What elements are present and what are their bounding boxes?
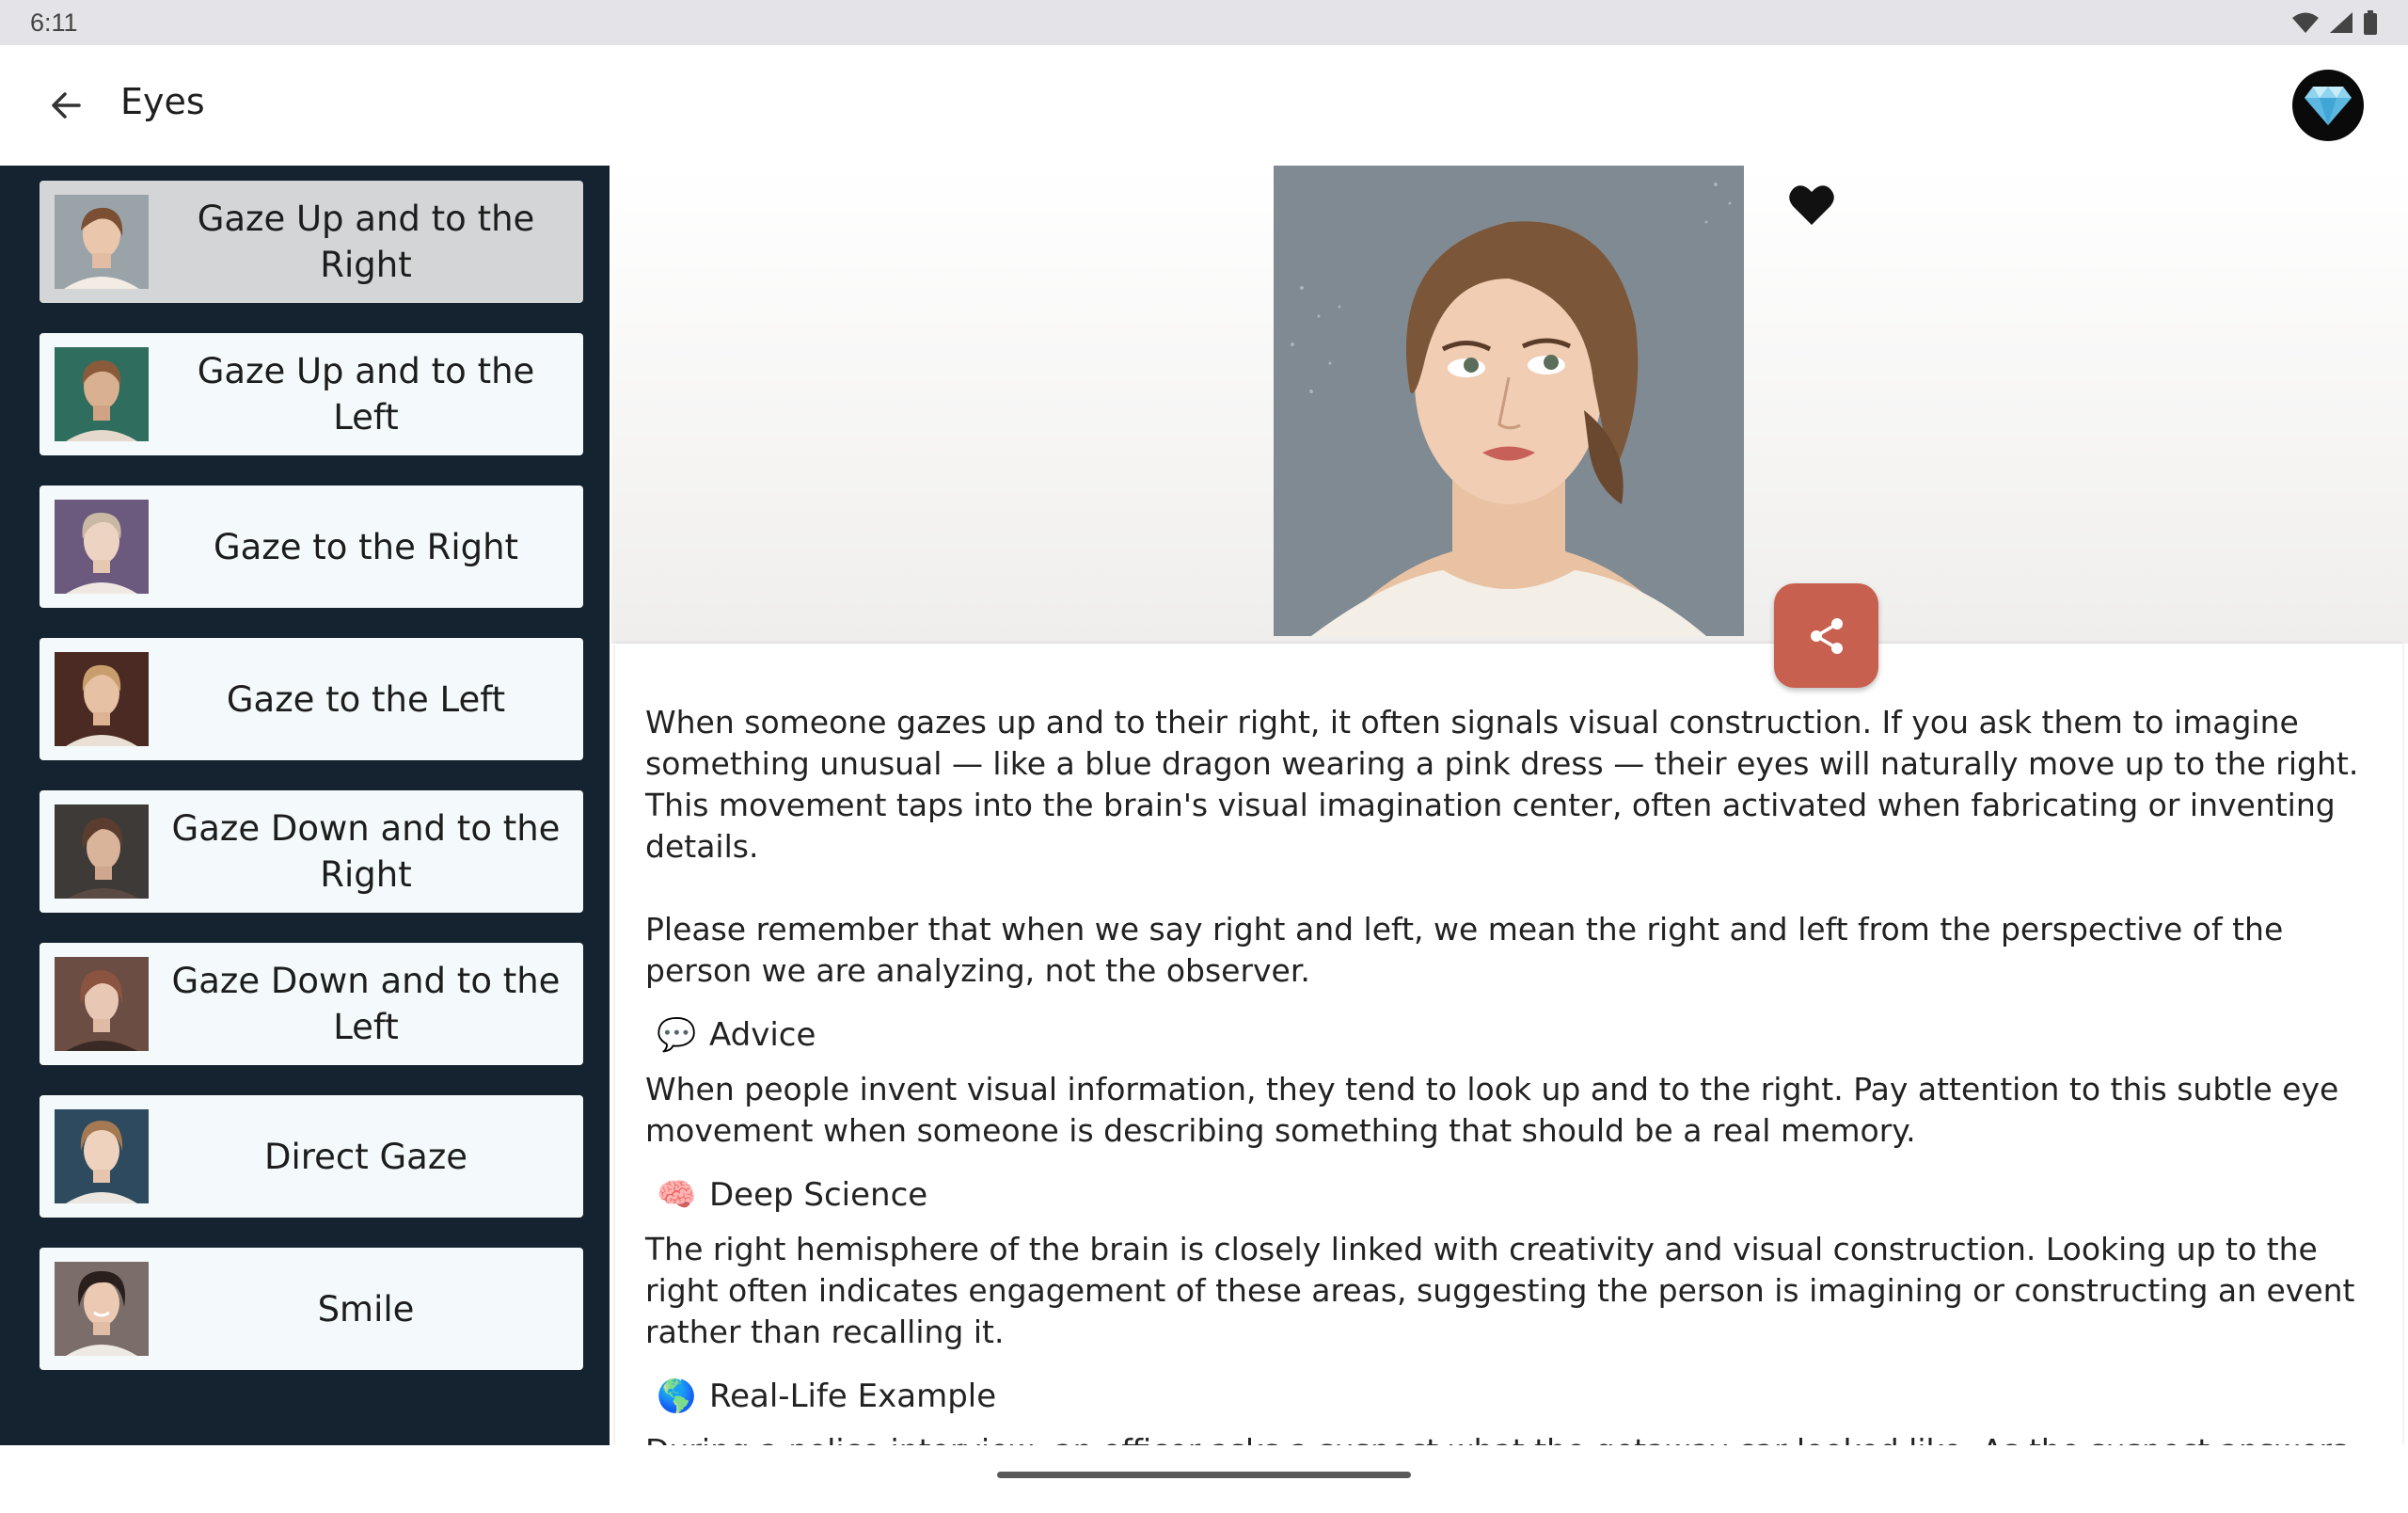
description-card xyxy=(615,644,2402,1445)
thumbnail xyxy=(55,652,149,746)
gaze-item-label: Gaze to the Left xyxy=(226,678,506,720)
heart-icon xyxy=(1788,183,1835,227)
premium-button[interactable] xyxy=(2292,70,2364,141)
description-content xyxy=(645,702,2376,1513)
perspective-note: Please remember that when we say right and left, we mean the right and left from the perspective of the person we are analyzing, not the observer. xyxy=(645,911,2284,989)
status-bar xyxy=(0,0,2408,45)
section-title: Real-Life Example xyxy=(709,1378,997,1415)
share-icon xyxy=(1806,615,1847,657)
gaze-item-right[interactable] xyxy=(40,486,583,608)
brain-icon: 🧠 xyxy=(657,1176,697,1214)
speech-bubble-icon: 💬 xyxy=(657,1016,697,1054)
section-title: Advice xyxy=(709,1016,816,1054)
section-science-text: The right hemisphere of the brain is closely linked with creativity and visual construction. Looking up to the right often indicates engagement of these areas, suggesting the person is imagining or constructing an event rather than recalling it. xyxy=(645,1231,2355,1350)
thumbnail xyxy=(55,1109,149,1203)
section-example-header xyxy=(645,1378,2376,1415)
share-button[interactable] xyxy=(1774,583,1878,688)
description-paragraph: When someone gazes up and to their right, it often signals visual construction. If you ask them to imagine something unusual — like a blue dragon wearing a pink dress — their eyes will naturally move up to the right. This movement taps into the brain's visual imagination center, often activated when fabricating or inventing details. xyxy=(645,704,2359,865)
gaze-list xyxy=(0,166,610,1445)
back-button[interactable] xyxy=(34,73,98,137)
section-title: Deep Science xyxy=(709,1176,928,1214)
gaze-item-label: Gaze Down and to the Right xyxy=(171,808,561,895)
gaze-item-label: Direct Gaze xyxy=(263,1136,468,1177)
gaze-item-up-left[interactable] xyxy=(40,333,583,455)
home-gesture-handle[interactable] xyxy=(997,1472,1411,1478)
gaze-portrait-image xyxy=(1274,166,1744,636)
gaze-item-direct[interactable] xyxy=(40,1095,583,1218)
thumbnail xyxy=(55,347,149,441)
thumbnail xyxy=(55,195,149,289)
wifi-icon xyxy=(2291,11,2320,34)
cell-signal-icon xyxy=(2329,11,2353,34)
battery-icon xyxy=(2363,10,2378,35)
thumbnail xyxy=(55,500,149,594)
section-science-header xyxy=(645,1176,2376,1214)
section-advice-header xyxy=(645,1016,2376,1054)
thumbnail xyxy=(55,1262,149,1356)
thumbnail xyxy=(55,804,149,899)
gaze-item-label: Smile xyxy=(317,1288,415,1330)
gaze-item-label: Gaze Down and to the Left xyxy=(171,961,561,1047)
gaze-item-left[interactable] xyxy=(40,638,583,760)
app-bar xyxy=(0,45,2408,166)
thumbnail xyxy=(55,957,149,1051)
gaze-item-label: Gaze to the Right xyxy=(213,526,519,567)
gaze-item-down-right[interactable] xyxy=(40,790,583,913)
gaze-item-up-right[interactable] xyxy=(40,181,583,303)
status-icons xyxy=(2291,10,2378,35)
favorite-button[interactable] xyxy=(1785,179,1838,231)
arrow-left-icon xyxy=(47,87,85,124)
gaze-item-label: Gaze Up and to the Right xyxy=(197,199,535,285)
diamond-icon xyxy=(2304,85,2353,126)
gaze-item-smile[interactable] xyxy=(40,1248,583,1370)
status-time: 6:11 xyxy=(30,8,78,37)
section-advice-text: When people invent visual information, they tend to look up and to the right. Pay attention to this subtle eye movement when someone is describing something that should be a real memory. xyxy=(645,1071,2339,1149)
page-title: Eyes xyxy=(120,81,205,122)
gaze-item-down-left[interactable] xyxy=(40,943,583,1065)
globe-icon: 🌎 xyxy=(657,1378,697,1415)
gaze-item-label: Gaze Up and to the Left xyxy=(197,351,535,438)
